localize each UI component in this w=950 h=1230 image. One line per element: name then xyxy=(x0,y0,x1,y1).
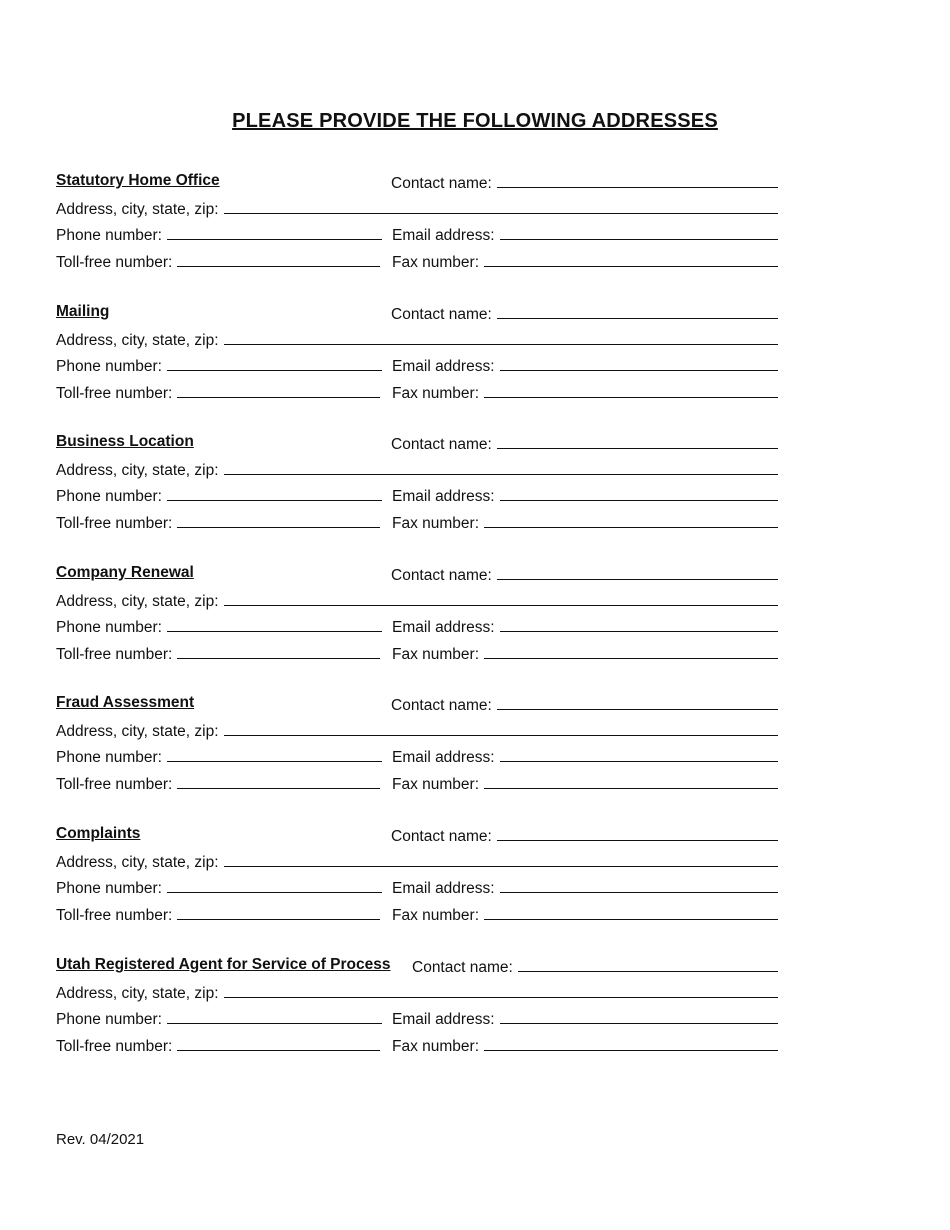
phone-email-row xyxy=(56,1004,778,1030)
address-line[interactable] xyxy=(224,194,778,214)
section-header-row xyxy=(56,429,778,455)
phone-number-label: Phone number: xyxy=(56,227,162,245)
section-business-location xyxy=(56,429,778,534)
section-heading: Company Renewal xyxy=(56,564,194,581)
tollfree-fax-row xyxy=(56,900,778,926)
phone-number-label: Phone number: xyxy=(56,880,162,898)
phone-number-field[interactable] xyxy=(56,220,382,249)
phone-number-field[interactable] xyxy=(56,873,382,902)
address-line[interactable] xyxy=(224,847,778,867)
section-utah-registered-agent xyxy=(56,952,778,1057)
contact-name-line[interactable] xyxy=(497,168,778,188)
phone-number-label: Phone number: xyxy=(56,488,162,506)
address-row xyxy=(56,325,778,351)
section-header-row xyxy=(56,821,778,847)
fax-number-label: Fax number: xyxy=(392,645,480,663)
phone-number-label: Phone number: xyxy=(56,1011,162,1029)
address-label: Address, city, state, zip: xyxy=(56,723,219,741)
address-row xyxy=(56,194,778,220)
contact-name-line[interactable] xyxy=(497,560,778,580)
contact-name-label: Contact name: xyxy=(391,306,492,323)
email-address-label: Email address: xyxy=(392,1011,495,1029)
contact-name-line[interactable] xyxy=(497,429,778,449)
address-row xyxy=(56,716,778,742)
fax-number-field[interactable] xyxy=(392,639,778,668)
section-heading: Complaints xyxy=(56,825,141,842)
address-row xyxy=(56,455,778,481)
fax-number-line[interactable] xyxy=(484,1031,778,1051)
section-header-row xyxy=(56,168,778,194)
phone-email-row xyxy=(56,742,778,768)
address-line[interactable] xyxy=(224,325,778,345)
toll-free-number-line[interactable] xyxy=(177,900,380,920)
email-address-field[interactable] xyxy=(392,1004,778,1033)
phone-email-row xyxy=(56,612,778,638)
email-address-line[interactable] xyxy=(500,612,778,632)
contact-name-field[interactable] xyxy=(391,429,778,458)
section-heading: Mailing xyxy=(56,303,110,320)
toll-free-number-field[interactable] xyxy=(56,378,380,407)
email-address-field[interactable] xyxy=(392,742,778,771)
fax-number-label: Fax number: xyxy=(392,1037,480,1055)
contact-name-field[interactable] xyxy=(412,952,778,981)
address-row xyxy=(56,586,778,612)
toll-free-number-label: Toll-free number: xyxy=(56,1037,173,1055)
phone-email-row xyxy=(56,220,778,246)
address-line[interactable] xyxy=(224,586,778,606)
email-address-field[interactable] xyxy=(392,220,778,249)
phone-number-line[interactable] xyxy=(167,873,382,893)
tollfree-fax-row xyxy=(56,639,778,665)
address-label: Address, city, state, zip: xyxy=(56,854,219,872)
toll-free-number-line[interactable] xyxy=(177,378,380,398)
email-address-field[interactable] xyxy=(392,612,778,641)
fax-number-field[interactable] xyxy=(392,247,778,276)
toll-free-number-field[interactable] xyxy=(56,247,380,276)
contact-name-field[interactable] xyxy=(391,168,778,197)
phone-number-label: Phone number: xyxy=(56,619,162,637)
address-row xyxy=(56,978,778,1004)
phone-email-row xyxy=(56,481,778,507)
phone-number-label: Phone number: xyxy=(56,358,162,376)
address-label: Address, city, state, zip: xyxy=(56,462,219,480)
phone-number-field[interactable] xyxy=(56,481,382,510)
section-header-row xyxy=(56,690,778,716)
phone-number-line[interactable] xyxy=(167,481,382,501)
toll-free-number-label: Toll-free number: xyxy=(56,906,173,924)
toll-free-number-label: Toll-free number: xyxy=(56,645,173,663)
fax-number-label: Fax number: xyxy=(392,514,480,532)
toll-free-number-line[interactable] xyxy=(177,247,380,267)
email-address-line[interactable] xyxy=(500,873,778,893)
contact-name-label: Contact name: xyxy=(412,959,513,976)
email-address-line[interactable] xyxy=(500,1004,778,1024)
address-label: Address, city, state, zip: xyxy=(56,201,219,219)
contact-name-label: Contact name: xyxy=(391,567,492,584)
contact-name-line[interactable] xyxy=(497,690,778,710)
email-address-label: Email address: xyxy=(392,358,495,376)
section-fraud-assessment xyxy=(56,690,778,795)
address-label: Address, city, state, zip: xyxy=(56,332,219,350)
section-heading: Fraud Assessment xyxy=(56,694,195,711)
tollfree-fax-row xyxy=(56,769,778,795)
address-field[interactable] xyxy=(56,978,778,1007)
fax-number-field[interactable] xyxy=(392,508,778,537)
page-title: PLEASE PROVIDE THE FOLLOWING ADDRESSES xyxy=(232,110,718,132)
phone-number-label: Phone number: xyxy=(56,749,162,767)
email-address-label: Email address: xyxy=(392,619,495,637)
section-heading: Statutory Home Office xyxy=(56,172,220,189)
fax-number-line[interactable] xyxy=(484,508,778,528)
phone-email-row xyxy=(56,873,778,899)
fax-number-line[interactable] xyxy=(484,247,778,267)
address-field[interactable] xyxy=(56,716,778,745)
fax-number-field[interactable] xyxy=(392,900,778,929)
fax-number-line[interactable] xyxy=(484,900,778,920)
address-field[interactable] xyxy=(56,325,778,354)
section-company-renewal xyxy=(56,560,778,665)
section-header-row xyxy=(56,952,778,978)
address-line[interactable] xyxy=(224,716,778,736)
phone-number-field[interactable] xyxy=(56,1004,382,1033)
tollfree-fax-row xyxy=(56,247,778,273)
toll-free-number-line[interactable] xyxy=(177,769,380,789)
section-statutory-home-office xyxy=(56,168,778,273)
contact-name-line[interactable] xyxy=(497,299,778,319)
email-address-line[interactable] xyxy=(500,481,778,501)
email-address-line[interactable] xyxy=(500,351,778,371)
phone-number-line[interactable] xyxy=(167,351,382,371)
address-field[interactable] xyxy=(56,847,778,876)
contact-name-field[interactable] xyxy=(391,299,778,328)
address-field[interactable] xyxy=(56,455,778,484)
address-label: Address, city, state, zip: xyxy=(56,985,219,1003)
revision-note: Rev. 04/2021 xyxy=(56,1131,145,1148)
address-line[interactable] xyxy=(224,978,778,998)
phone-number-line[interactable] xyxy=(167,612,382,632)
fax-number-line[interactable] xyxy=(484,639,778,659)
section-complaints xyxy=(56,821,778,926)
contact-name-label: Contact name: xyxy=(391,436,492,453)
address-row xyxy=(56,847,778,873)
toll-free-number-label: Toll-free number: xyxy=(56,775,173,793)
contact-name-field[interactable] xyxy=(391,690,778,719)
fax-number-label: Fax number: xyxy=(392,906,480,924)
section-header-row xyxy=(56,299,778,325)
contact-name-label: Contact name: xyxy=(391,697,492,714)
toll-free-number-label: Toll-free number: xyxy=(56,253,173,271)
toll-free-number-field[interactable] xyxy=(56,769,380,798)
address-line[interactable] xyxy=(224,455,778,475)
email-address-label: Email address: xyxy=(392,227,495,245)
fax-number-line[interactable] xyxy=(484,769,778,789)
fax-number-field[interactable] xyxy=(392,769,778,798)
address-field[interactable] xyxy=(56,586,778,615)
phone-number-field[interactable] xyxy=(56,742,382,771)
email-address-line[interactable] xyxy=(500,742,778,762)
section-header-row xyxy=(56,560,778,586)
toll-free-number-line[interactable] xyxy=(177,1031,380,1051)
fax-number-label: Fax number: xyxy=(392,775,480,793)
address-label: Address, city, state, zip: xyxy=(56,593,219,611)
phone-number-line[interactable] xyxy=(167,742,382,762)
toll-free-number-field[interactable] xyxy=(56,1031,380,1060)
email-address-label: Email address: xyxy=(392,880,495,898)
email-address-field[interactable] xyxy=(392,873,778,902)
address-field[interactable] xyxy=(56,194,778,223)
section-heading: Utah Registered Agent for Service of Process xyxy=(56,956,391,973)
tollfree-fax-row xyxy=(56,1031,778,1057)
fax-number-field[interactable] xyxy=(392,378,778,407)
contact-name-label: Contact name: xyxy=(391,828,492,845)
email-address-field[interactable] xyxy=(392,351,778,380)
phone-email-row xyxy=(56,351,778,377)
phone-number-line[interactable] xyxy=(167,220,382,240)
toll-free-number-label: Toll-free number: xyxy=(56,384,173,402)
fax-number-line[interactable] xyxy=(484,378,778,398)
contact-name-label: Contact name: xyxy=(391,175,492,192)
email-address-line[interactable] xyxy=(500,220,778,240)
email-address-label: Email address: xyxy=(392,749,495,767)
toll-free-number-field[interactable] xyxy=(56,508,380,537)
contact-name-field[interactable] xyxy=(391,560,778,589)
toll-free-number-label: Toll-free number: xyxy=(56,514,173,532)
email-address-label: Email address: xyxy=(392,488,495,506)
contact-name-line[interactable] xyxy=(497,821,778,841)
phone-number-field[interactable] xyxy=(56,612,382,641)
section-mailing xyxy=(56,299,778,404)
fax-number-label: Fax number: xyxy=(392,253,480,271)
email-address-field[interactable] xyxy=(392,481,778,510)
contact-name-field[interactable] xyxy=(391,821,778,850)
toll-free-number-field[interactable] xyxy=(56,900,380,929)
fax-number-label: Fax number: xyxy=(392,384,480,402)
tollfree-fax-row xyxy=(56,508,778,534)
fax-number-field[interactable] xyxy=(392,1031,778,1060)
toll-free-number-field[interactable] xyxy=(56,639,380,668)
section-heading: Business Location xyxy=(56,433,194,450)
phone-number-line[interactable] xyxy=(167,1004,382,1024)
phone-number-field[interactable] xyxy=(56,351,382,380)
tollfree-fax-row xyxy=(56,378,778,404)
contact-name-line[interactable] xyxy=(518,952,778,972)
toll-free-number-line[interactable] xyxy=(177,639,380,659)
toll-free-number-line[interactable] xyxy=(177,508,380,528)
